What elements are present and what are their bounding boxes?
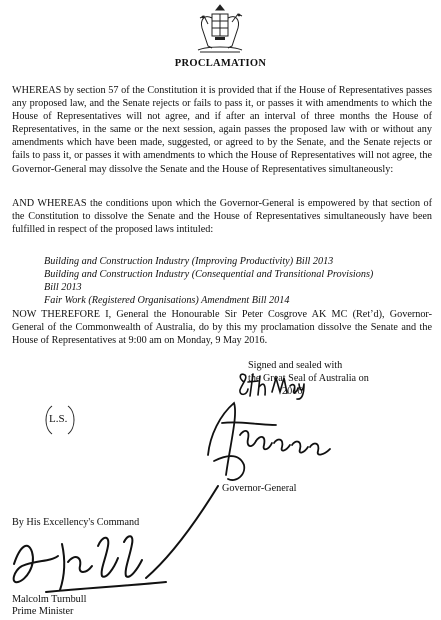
- prime-minister-title: Prime Minister: [12, 606, 74, 617]
- prime-minister-signoff: [12, 594, 86, 618]
- governor-general-title: Governor-General: [222, 483, 297, 494]
- signed-line-2: the Great Seal of Australia on: [248, 373, 369, 385]
- bill-item: Building and Construction Industry (Improving Productivity) Bill 2013: [44, 256, 334, 267]
- bill-item: Bill 2013: [44, 282, 82, 294]
- whereas-paragraph-2: AND WHEREAS the conditions upon which the Governor-General is empowered by that section of the Constitution to dissolve the Senate and the House of Representatives simultaneously have been fulfilled in respect of the proposed laws intituled:: [12, 198, 432, 236]
- governor-general-signature-icon: [200, 395, 335, 490]
- prime-minister-name: Malcolm Turnbull: [12, 594, 87, 605]
- whereas-paragraph-1: WHEREAS by section 57 of the Constitution it is provided that if the House of Representatives passes any proposed law, and the Senate rejects or fails to pass it, or passes it with amendments to which the House of Representatives will not agree, and if after an interval of three months the House of Representatives, in the same or the next session, again passes the proposed law with or without any amendments which have been made, suggested, or agreed to by the Senate, and the Senate rejects or fails to pass it, or passes it with amendments to which the House of Representatives will not agree, the Governor-General may dissolve the Senate and the House of Representatives simultaneously:: [12, 85, 432, 175]
- bill-item: Building and Construction Industry (Consequential and Transitional Provisions): [44, 269, 374, 281]
- seal-label: L.S.: [49, 413, 68, 425]
- signed-year: 2016: [282, 386, 303, 398]
- signed-line-1: Signed and sealed with: [248, 360, 343, 371]
- coat-of-arms-icon: [186, 4, 254, 56]
- bills-list: [44, 255, 434, 307]
- seal-mark: [40, 400, 80, 440]
- now-therefore-paragraph: NOW THEREFORE I, General the Honourable Sir Peter Cosgrove AK MC (Ret’d), Governor-General of the Commonwealth of Australia, do by this my proclamation dissolve the Senate and the House of Representatives at 9:00 am on Monday, 9 May 2016.: [12, 309, 432, 347]
- bill-item: Fair Work (Registered Organisations) Amendment Bill 2014: [44, 295, 290, 307]
- command-line: By His Excellency's Command: [12, 517, 140, 528]
- prime-minister-signature-icon: [6, 482, 236, 602]
- proclamation-heading: PROCLAMATION: [174, 58, 267, 69]
